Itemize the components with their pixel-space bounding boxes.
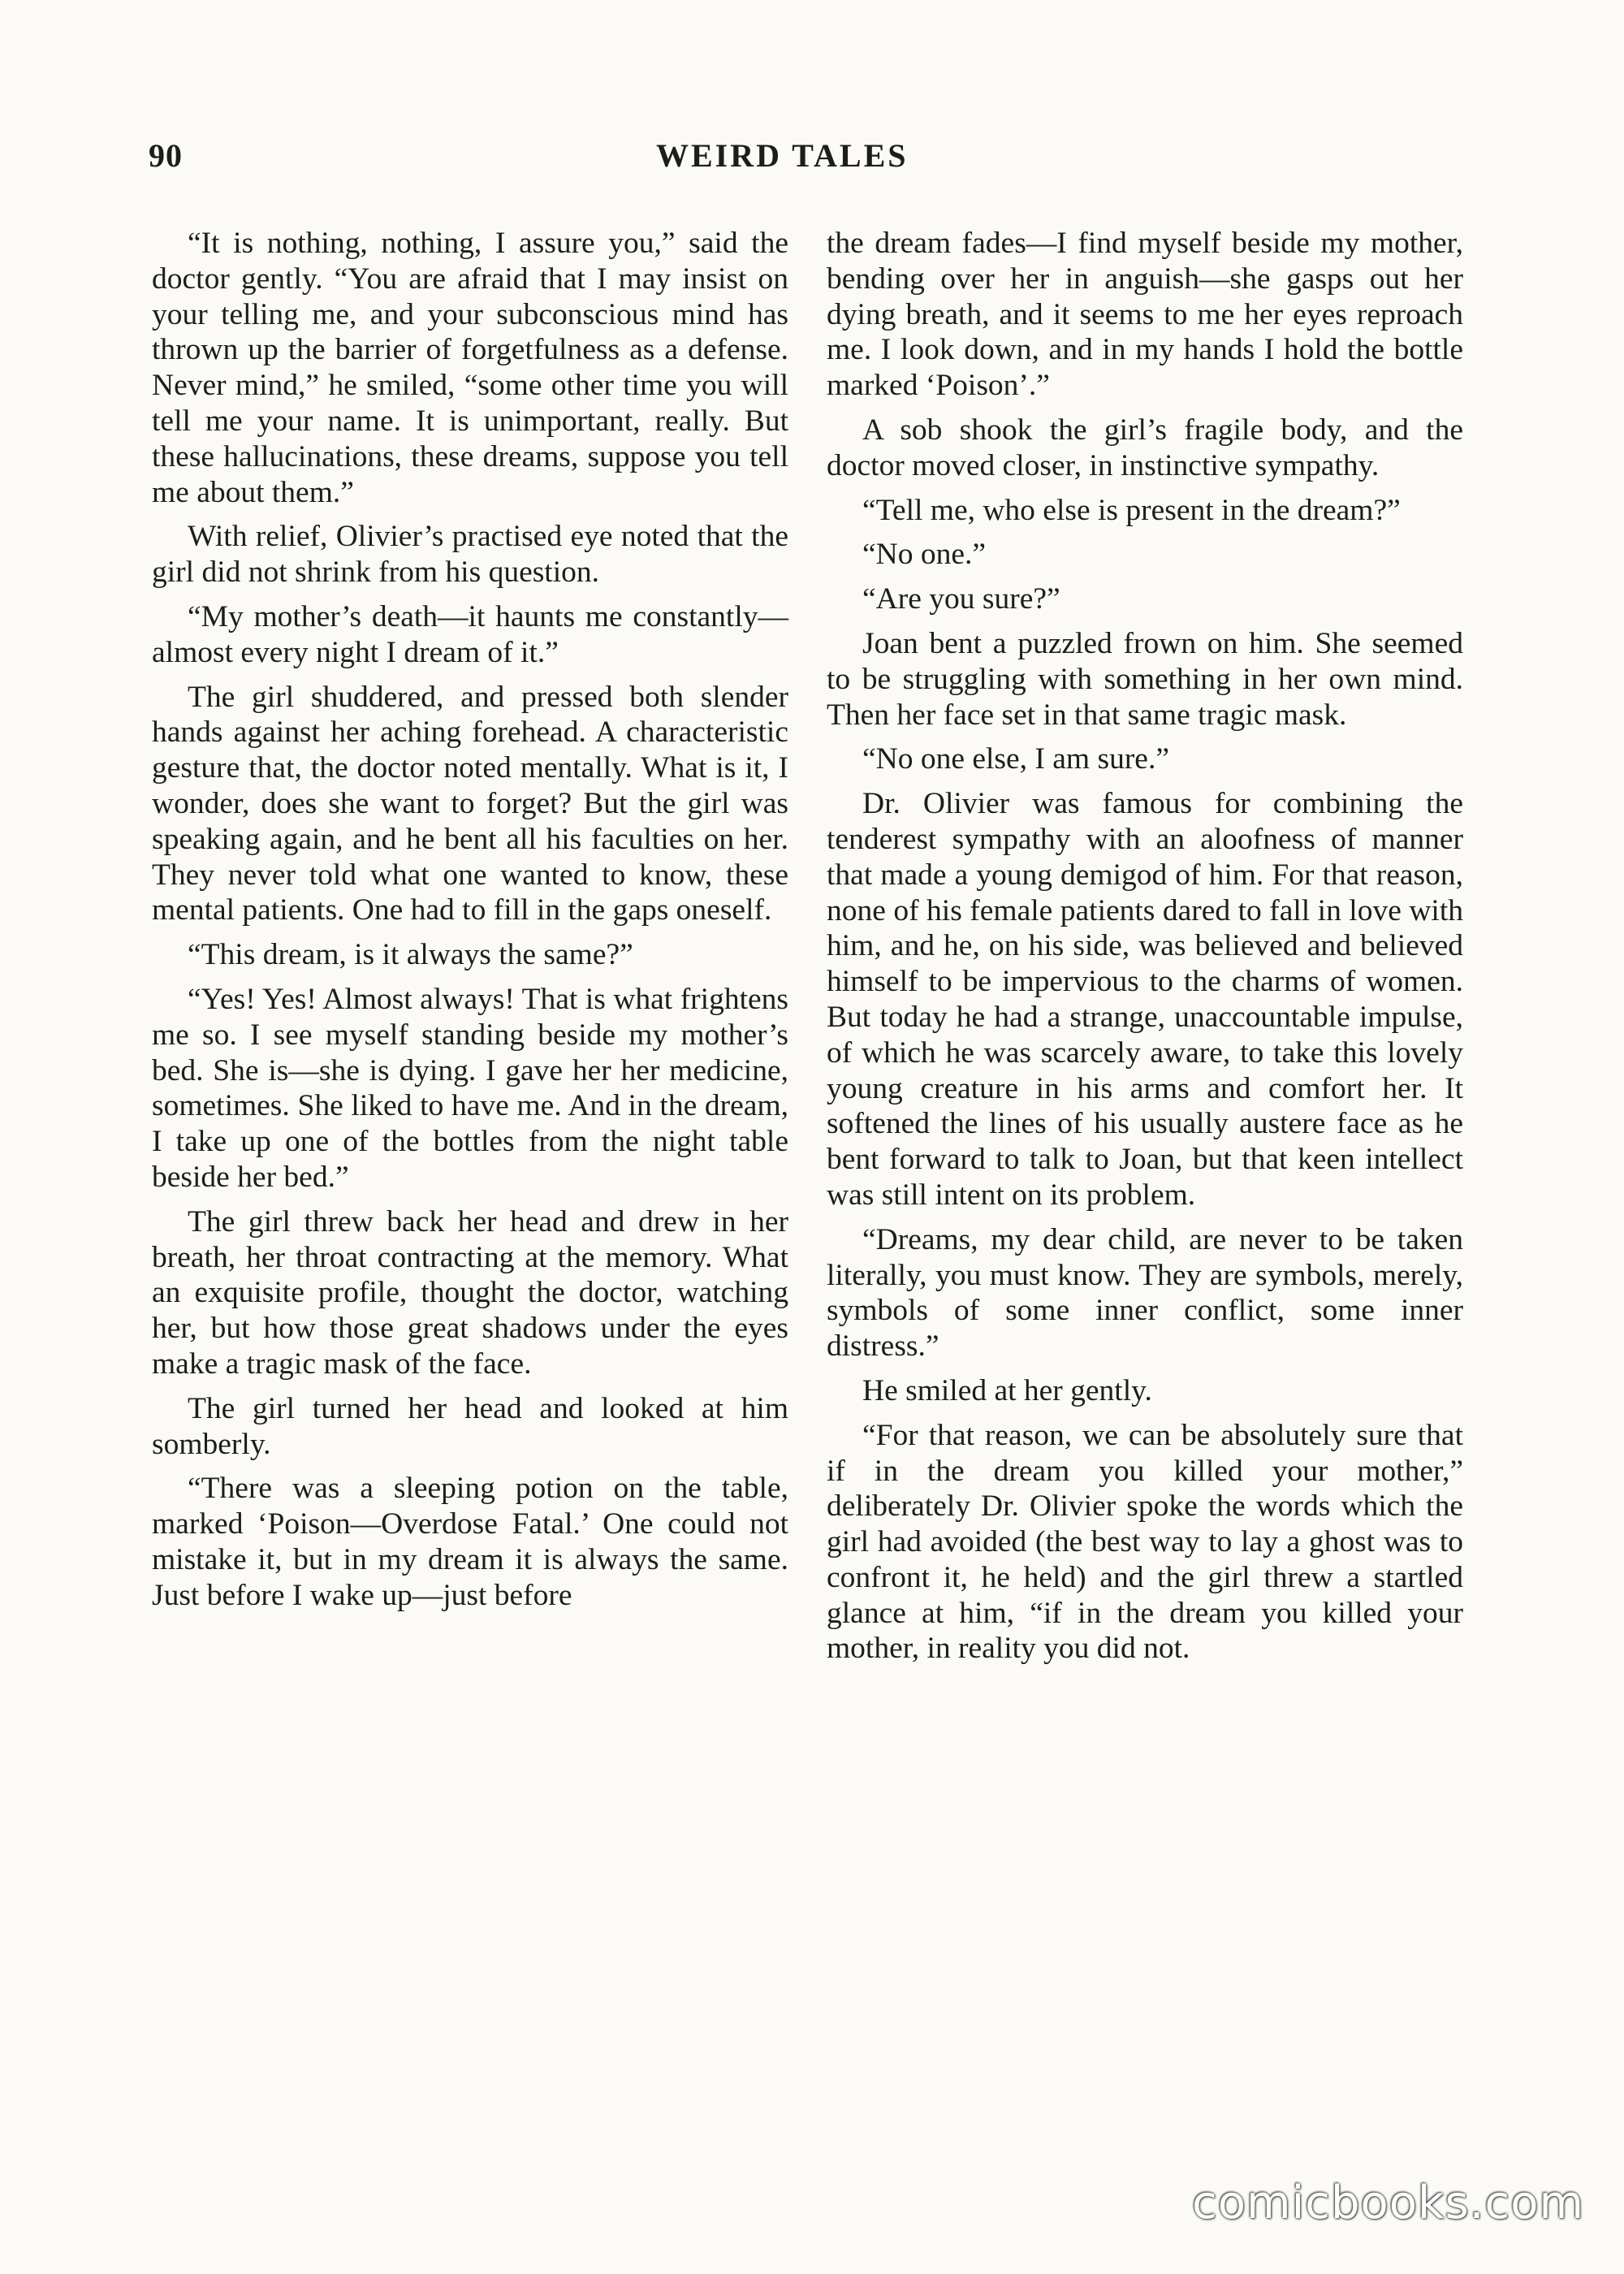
paragraph: The girl turned her head and looked at him somberly. <box>152 1391 788 1461</box>
paragraph: “Dreams, my dear child, are never to be taken literally, you must know. They are symbols, merely, symbols of some inner conflict, some inner distress.” <box>827 1222 1463 1364</box>
page-number: 90 <box>149 137 183 174</box>
running-title: WEIRD TALES <box>656 137 909 174</box>
paragraph: “My mother’s death—it haunts me constantly—almost every night I dream of it.” <box>152 599 788 669</box>
right-column <box>827 226 1463 1675</box>
paragraph: “It is nothing, nothing, I assure you,” said the doctor gently. “You are afraid that I may insist on your telling me, and your subconscious mind has thrown up the barrier of forgetfulness as a defense. Never mind,” he smiled, “some other time you will tell me your name. It is unimportant, really. But these hallucinations, these dreams, suppose you tell me about them.” <box>152 227 788 509</box>
paragraph: He smiled at her gently. <box>862 1373 1152 1407</box>
paragraph: With relief, Olivier’s practised eye noted that the girl did not shrink from his question. <box>152 520 788 590</box>
paragraph: “No one else, I am sure.” <box>862 742 1169 776</box>
paragraph-continued: the dream fades—I find myself beside my mother, bending over her in anguish—she gasps out her dying breath, and it seems to me her eyes reproach me. I look down, and in my hands I hold the bottle marked ‘Poison’.” <box>827 227 1463 403</box>
paragraph: The girl threw back her head and drew in her breath, her throat contracting at the memory. What an exquisite profile, thought the doctor, watching her, but how those great shadows under the eyes make a tragic mask of the face. <box>152 1204 788 1381</box>
paragraph: “Tell me, who else is present in the dream?” <box>862 493 1401 527</box>
paragraph: The girl shuddered, and pressed both slender hands against her aching forehead. A characteristic gesture that, the doctor noted mentally. What is it, I wonder, does she want to forget? But the girl was speaking again, and he bent all his faculties on her. They never told what one wanted to know, these mental patients. One had to fill in the gaps oneself. <box>152 680 788 927</box>
paragraph: “This dream, is it always the same?” <box>188 938 633 972</box>
paragraph: Joan bent a puzzled frown on him. She seemed to be struggling with something in her own mind. Then her face set in that same tragic mask. <box>827 626 1463 732</box>
paragraph: Dr. Olivier was famous for combining the tenderest sympathy with an aloofness of manner that made a young demigod of him. For that reason, none of his female patients dared to fall in love with him, and he, on his side, was believed and believed himself to be impervious to the charms of women. But today he had a strange, unaccountable impulse, of which he was scarcely aware, to take this lovely young creature in his arms and comfort her. It softened the lines of his usually austere face as he bent forward to talk to Joan, but that keen intellect was still intent on its problem. <box>827 787 1463 1212</box>
paragraph: “For that reason, we can be absolutely sure that if in the dream you killed your mother,” deliberately Dr. Olivier spoke the words which the girl had avoided (the best way to lay a ghost was to confront it, he held) and the girl threw a startled glance at him, “if in the dream you killed your mother, in reality you did not. <box>827 1418 1463 1666</box>
page-header <box>149 136 1480 185</box>
paragraph: “No one.” <box>862 538 987 572</box>
left-column <box>152 226 788 1622</box>
paragraph: A sob shook the girl’s fragile body, and the doctor moved closer, in instinctive sympathy. <box>827 413 1463 482</box>
paragraph: “There was a sleeping potion on the table, marked ‘Poison—Overdose Fatal.’ One could not mistake it, but in my dream it is always the same. Just before I wake up—just before <box>152 1472 788 1612</box>
watermark: comicbooks.com <box>1192 2177 1585 2229</box>
paragraph: “Are you sure?” <box>862 582 1060 616</box>
paragraph: “Yes! Yes! Almost always! That is what frightens me so. I see myself standing beside my mother’s bed. She is—she is dying. I gave her her medicine, sometimes. She liked to have me. And in the dream, I take up one of the bottles from the night table beside her bed.” <box>152 982 788 1194</box>
